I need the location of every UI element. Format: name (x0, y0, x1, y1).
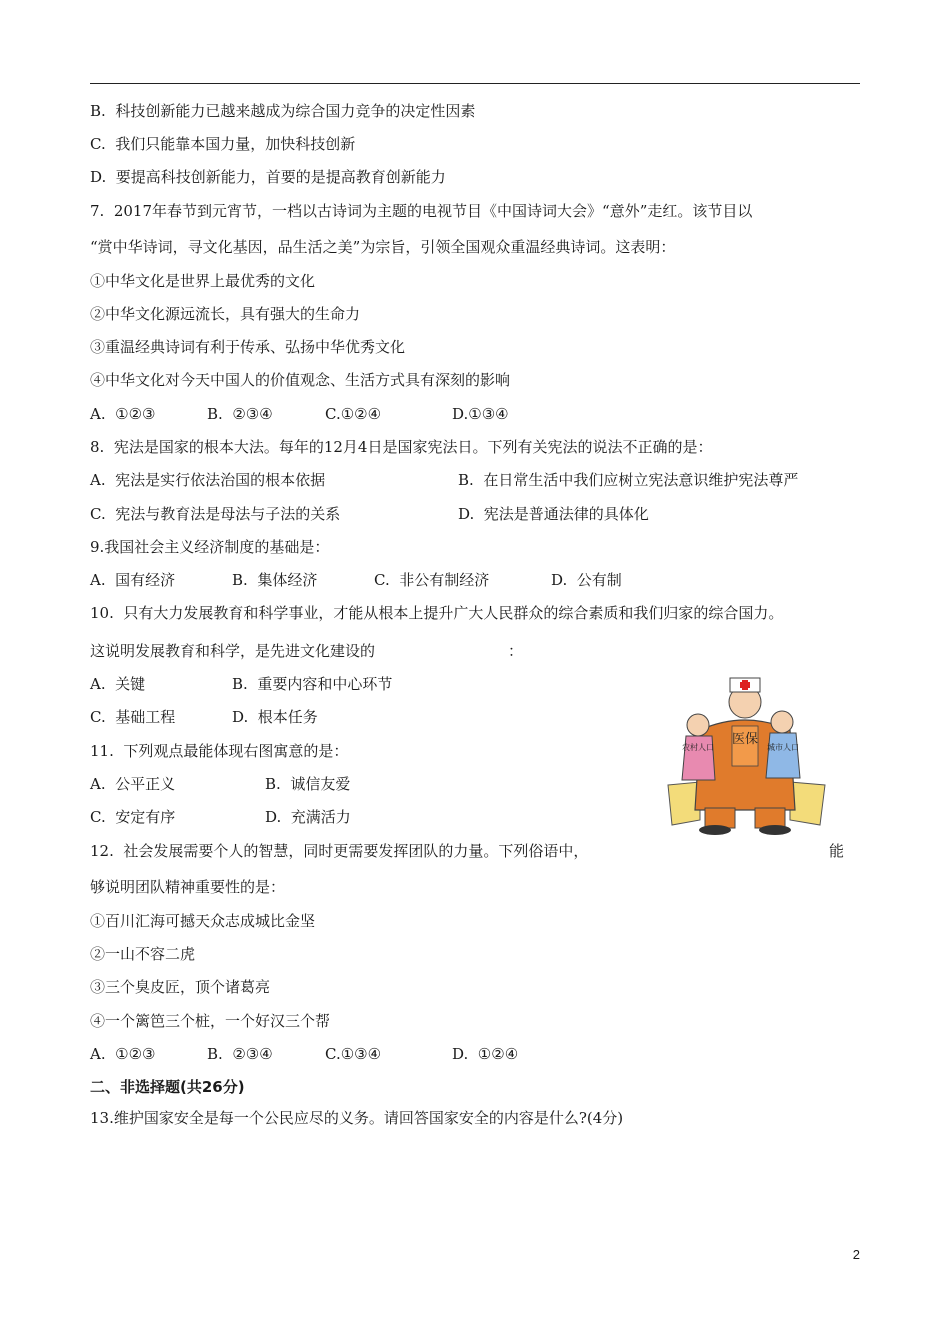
q9-option-c: C. 非公有制经济 (374, 571, 490, 589)
q10-option-b: B. 重要内容和中心环节 (232, 675, 393, 693)
q9-option-b: B. 集体经济 (232, 571, 318, 589)
q7-item-2: ②中华文化源远流长，具有强大的生命力 (90, 305, 361, 323)
q10-stem-line1: 10. 只有大力发展教育和科学事业，才能从根本上提升广大人民群众的综合素质和我们归家的综合国力。 (90, 604, 784, 622)
q8-stem: 8. 宪法是国家的根本大法。每年的12月4日是国家宪法日。下列有关宪法的说法不正确的是： (90, 438, 713, 456)
q11-option-d: D. 充满活力 (265, 808, 351, 826)
section2-heading: 二、非选择题(共26分) (90, 1078, 245, 1096)
q8-option-c: C. 宪法与教育法是母法与子法的关系 (90, 505, 341, 523)
q7-item-1: ①中华文化是世界上最优秀的文化 (90, 272, 316, 290)
q7-item-3: ③重温经典诗词有利于传承、弘扬中华优秀文化 (90, 338, 406, 356)
q11-option-b: B. 诚信友爱 (265, 775, 351, 793)
q10-stem-colon: ： (508, 642, 524, 660)
q10-stem-line2: 这说明发展教育和科学，是先进文化建设的 (90, 642, 376, 660)
q12-stem-line1-end: 能 (829, 842, 845, 860)
q11-stem: 11. 下列观点最能体现右图寓意的是： (90, 742, 349, 760)
q12-item-2: ②一山不容二虎 (90, 945, 196, 963)
q12-option-b: B. ②③④ (207, 1045, 273, 1063)
cartoon-label-right: 城市人口 (767, 743, 799, 752)
header-rule (90, 83, 860, 84)
medical-insurance-cartoon (660, 670, 830, 840)
q9-option-d: D. 公有制 (551, 571, 622, 589)
q11-option-a: A. 公平正义 (90, 775, 176, 793)
q9-stem: 9.我国社会主义经济制度的基础是： (90, 538, 330, 556)
q7-option-a: A. ①②③ (90, 405, 156, 423)
cartoon-label-center: 医保 (731, 732, 759, 747)
q7-stem-line2: “赏中华诗词，寻文化基因，品生活之美”为宗旨，引领全国观众重温经典诗词。这表明： (90, 238, 676, 256)
q7-option-d: D.①③④ (452, 405, 509, 423)
q12-item-4: ④一个篱笆三个桩，一个好汉三个帮 (90, 1012, 331, 1030)
q8-option-b: B. 在日常生活中我们应树立宪法意识维护宪法尊严 (458, 471, 799, 489)
q10-option-a: A. 关键 (90, 675, 146, 693)
q13-stem: 13.维护国家安全是每一个公民应尽的义务。请回答国家安全的内容是什么?(4分) (90, 1109, 624, 1127)
q12-stem-line2: 够说明团队精神重要性的是： (90, 878, 286, 896)
q9-option-a: A. 国有经济 (90, 571, 176, 589)
q12-option-d: D. ①②④ (452, 1045, 519, 1063)
q7-item-4: ④中华文化对今天中国人的价值观念、生活方式具有深刻的影响 (90, 371, 511, 389)
q12-option-a: A. ①②③ (90, 1045, 156, 1063)
page-number: 2 (852, 1247, 860, 1262)
q12-option-c: C.①③④ (325, 1045, 382, 1063)
q10-option-c: C. 基础工程 (90, 708, 176, 726)
q12-stem-line1: 12. 社会发展需要个人的智慧，同时更需要发挥团队的力量。下列俗语中， (90, 842, 589, 860)
q6-option-d: D. 要提高科技创新能力，首要的是提高教育创新能力 (90, 168, 446, 186)
q7-option-c: C.①②④ (325, 405, 382, 423)
q8-option-d: D. 宪法是普通法律的具体化 (458, 505, 649, 523)
q10-option-d: D. 根本任务 (232, 708, 318, 726)
q7-stem-line1: 7. 2017年春节到元宵节，一档以古诗词为主题的电视节目《中国诗词大会》“意外”走红。该节目以 (90, 202, 753, 220)
q7-option-b: B. ②③④ (207, 405, 273, 423)
q12-item-1: ①百川汇海可撼天众志成城比金坚 (90, 912, 316, 930)
q12-item-3: ③三个臭皮匠，顶个诸葛亮 (90, 978, 271, 996)
q6-option-b: B. 科技创新能力已越来越成为综合国力竞争的决定性因素 (90, 102, 476, 120)
q8-option-a: A. 宪法是实行依法治国的根本依据 (90, 471, 326, 489)
q11-option-c: C. 安定有序 (90, 808, 176, 826)
cartoon-label-left: 农村人口 (682, 743, 714, 752)
q6-option-c: C. 我们只能靠本国力量，加快科技创新 (90, 135, 356, 153)
